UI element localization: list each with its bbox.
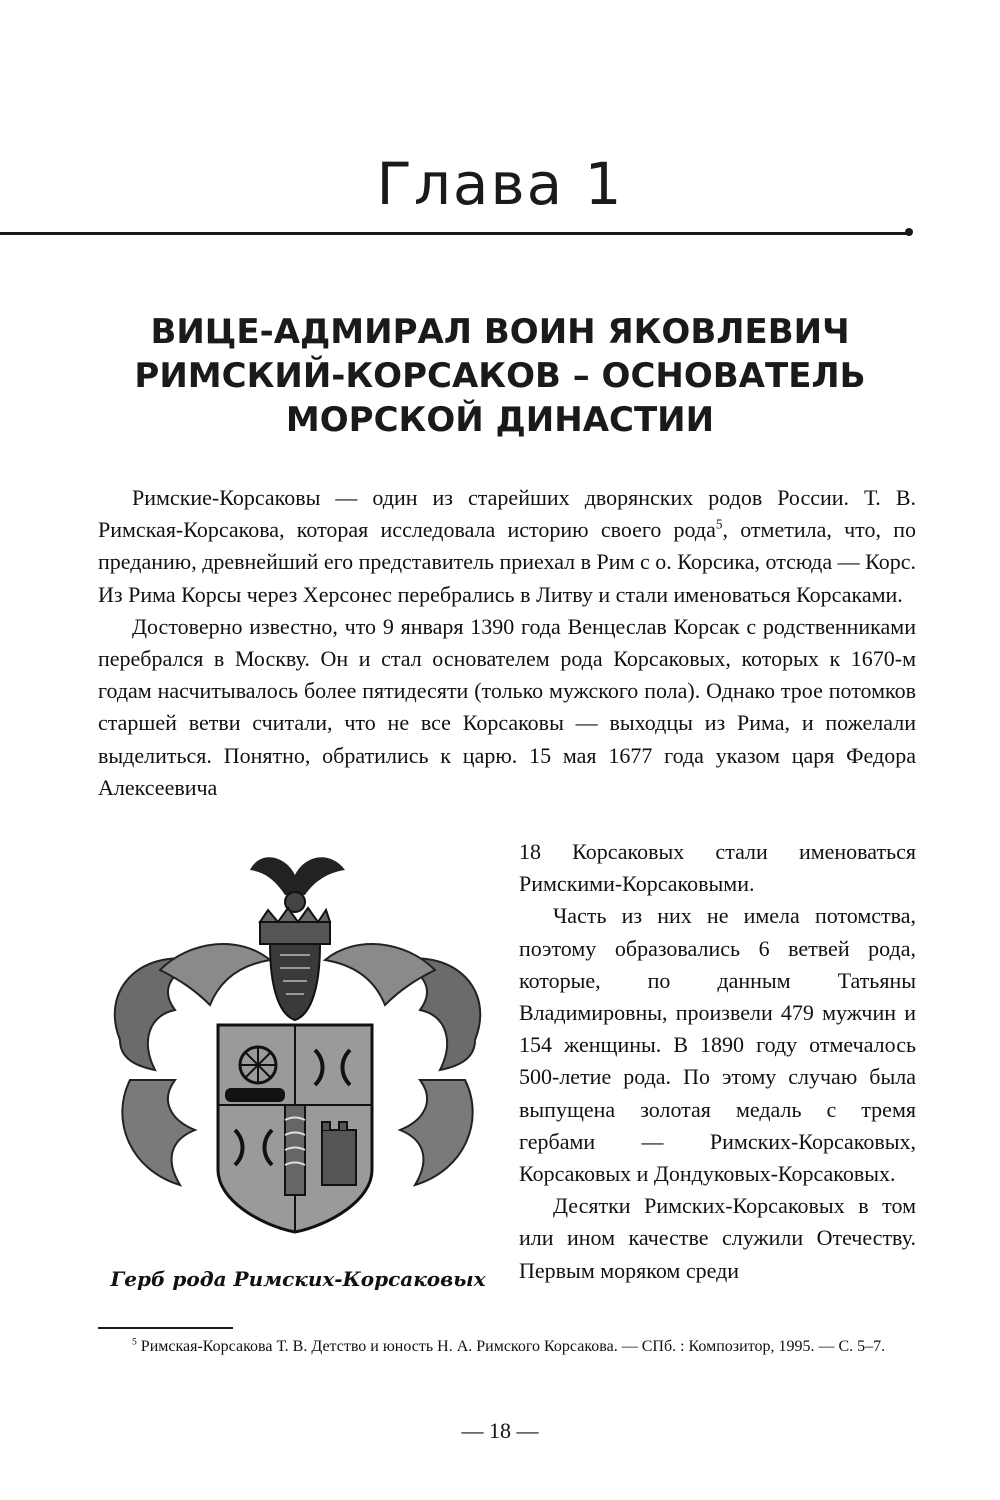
body-text-column <box>519 836 916 1287</box>
footnote-rule <box>98 1327 233 1329</box>
coat-of-arms-figure <box>100 840 495 1240</box>
paragraph: Десятки Римских-Корсаковых в том или ином качестве служили Отечеству. Первым моряком среди <box>519 1193 916 1283</box>
paragraph: 18 Корсаковых стали именоваться Римскими-Корсаковыми. <box>519 839 916 897</box>
figure-caption: Герб рода Римских-Корсаковых <box>110 1267 486 1291</box>
title-line: РИМСКИЙ-КОРСАКОВ – ОСНОВАТЕЛЬ <box>134 356 866 396</box>
chapter-rule-end <box>905 228 913 236</box>
body-text <box>98 482 916 804</box>
footnote-reference: 5 <box>715 516 723 532</box>
paragraph <box>98 482 916 611</box>
chapter-rule <box>0 232 910 235</box>
paragraph-text: , отметила, что, по преданию, древнейший его представитель приехал в Рим с о. Корсика, отсюда — Корс. Из Рима Корсы через Херсонес перебрались в Литву и стали именоваться Корсаками. <box>98 517 916 607</box>
title-line: ВИЦЕ-АДМИРАЛ ВОИН ЯКОВЛЕВИЧ <box>150 312 850 352</box>
chapter-title <box>60 310 940 442</box>
chapter-heading: Глава 1 <box>376 150 624 218</box>
footnote <box>98 1336 916 1358</box>
title-line: МОРСКОЙ ДИНАСТИИ <box>285 400 715 440</box>
page-number: — 18 — <box>461 1418 539 1443</box>
footnote-text: Римская-Корсакова Т. В. Детство и юность Н. А. Римского Корсакова. — СПб. : Композитор, 1995. — С. 5–7. <box>136 1338 886 1355</box>
coat-of-arms-image <box>100 840 495 1240</box>
paragraph-text: Римские-Корсаковы — один из старейших дворянских родов России. Т. В. Римская-Корсакова, которая исследовала историю своего рода <box>98 485 916 543</box>
paragraph: Достоверно известно, что 9 января 1390 года Венцеслав Корсак с родственниками перебрался в Москву. Он и стал основателем рода Корсаковых, которых к 1670-м годам насчитывалось более пятидесяти (только мужского пола). Однако трое потомков старшей ветви считали, что не все Корсаковы — выходцы из Рима, и пожелали выделиться. Понятно, обратились к царю. 15 мая 1677 года указом царя Федора Алексеевича <box>98 613 916 800</box>
paragraph: Часть из них не имела потомства, поэтому образовались 6 ветвей рода, которые, по данным Татьяны Владимировны, произвели 479 мужчин и 154 женщины. В 1890 году отмечалось 500-летие рода. По этому случаю была выпущена золотая медаль с тремя гербами — Римских-Корсаковых, Корсаковых и Дондуковых-Корсаковых. <box>519 903 916 1187</box>
footnote-number: 5 <box>132 1336 137 1348</box>
